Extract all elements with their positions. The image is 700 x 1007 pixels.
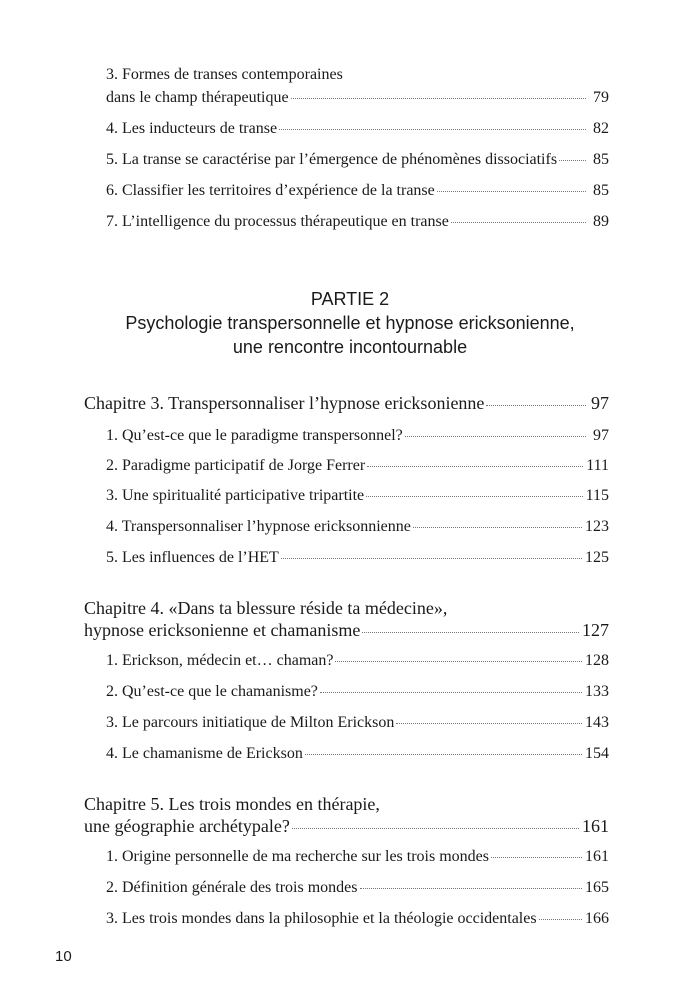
toc-page-number: 128	[585, 652, 609, 669]
toc-entry	[106, 427, 609, 445]
leader-dots	[360, 888, 583, 889]
leader-dots	[451, 222, 586, 223]
toc-page-number: 161	[585, 848, 609, 865]
toc-page-number: 97	[591, 393, 609, 413]
chapter-entry	[84, 393, 609, 414]
toc-entry-title: 4. Transpersonnaliser l’hypnose ericksonnienne	[106, 518, 411, 535]
toc-entry-title: 6. Classifier les territoires d’expérience de la transe	[106, 182, 435, 199]
leader-dots	[335, 661, 582, 662]
toc-entry	[106, 549, 609, 567]
chapter-title-line1: Chapitre 4. «Dans ta blessure réside ta médecine»,	[84, 598, 448, 618]
toc-page-number: 85	[593, 182, 609, 199]
chapter-title: une géographie archétypale?	[84, 816, 290, 836]
toc-entry	[106, 487, 609, 505]
part-subtitle-line1: Psychologie transpersonnelle et hypnose ericksonienne,	[125, 313, 575, 333]
toc-entry	[106, 457, 609, 475]
toc-page-number: 89	[593, 213, 609, 230]
leader-dots	[486, 405, 586, 406]
leader-dots	[396, 723, 582, 724]
chapter-title-line1: Chapitre 5. Les trois mondes en thérapie,	[84, 794, 380, 814]
leader-dots	[437, 191, 586, 192]
toc-entry	[106, 89, 609, 107]
toc-entry-title: 3. Les trois mondes dans la philosophie et la théologie occidentales	[106, 910, 537, 927]
toc-entry	[106, 683, 609, 701]
toc-entry-title: 2. Définition générale des trois mondes	[106, 879, 358, 896]
leader-dots	[413, 527, 582, 528]
chapter-entry	[84, 816, 609, 837]
leader-dots	[305, 754, 582, 755]
toc-entry-title: 5. La transe se caractérise par l’émergence de phénomènes dissociatifs	[106, 151, 558, 168]
leader-dots	[292, 828, 579, 829]
toc-entry-title: 1. Origine personnelle de ma recherche sur les trois mondes	[106, 848, 489, 865]
toc-page-number: 166	[585, 910, 609, 927]
toc-page-number: 125	[585, 549, 609, 566]
toc-page-number: 154	[585, 745, 609, 762]
chapter-title: hypnose ericksonienne et chamanisme	[84, 620, 361, 640]
toc-page-number: 115	[585, 487, 609, 504]
part-subtitle-line2: une rencontre incontournable	[232, 337, 468, 357]
leader-dots	[362, 632, 579, 633]
toc-entry	[106, 213, 609, 231]
toc-entry	[106, 652, 609, 670]
toc-entry	[106, 182, 609, 200]
toc-entry-title: 5. Les influences de l’HET	[106, 549, 279, 566]
toc-entry-title: 2. Paradigme participatif de Jorge Ferrer	[106, 457, 366, 474]
toc-entry-title: 1. Qu’est-ce que le paradigme transpersonnel?	[106, 427, 403, 444]
toc-entry	[106, 714, 609, 732]
chapter-entry	[84, 620, 609, 641]
leader-dots	[367, 466, 583, 467]
toc-page-number: 161	[582, 816, 609, 836]
toc-page-number: 97	[593, 427, 609, 444]
toc-entry-title: 4. Les inducteurs de transe	[106, 120, 278, 137]
toc-entry	[106, 151, 609, 169]
toc-entry-title: 1. Erickson, médecin et… chaman?	[106, 652, 334, 669]
toc-page-number: 165	[585, 879, 609, 896]
toc-page-number: 79	[593, 89, 609, 106]
toc-entry	[106, 879, 609, 897]
toc-entry-title: 3. Le parcours initiatique de Milton Erickson	[106, 714, 395, 731]
toc-entry-title: dans le champ thérapeutique	[106, 89, 289, 106]
toc-entry-title: 3. Une spiritualité participative tripartite	[106, 487, 365, 504]
chapter-title: Chapitre 3. Transpersonnaliser l’hypnose ericksonienne	[84, 393, 485, 413]
toc-entry	[106, 848, 609, 866]
toc-entry-title: 2. Qu’est-ce que le chamanisme?	[106, 683, 318, 700]
toc-page-number: 123	[585, 518, 609, 535]
leader-dots	[291, 98, 586, 99]
leader-dots	[539, 919, 582, 920]
leader-dots	[366, 496, 582, 497]
part-label: PARTIE 2	[310, 289, 390, 309]
toc-page-number: 111	[586, 457, 609, 474]
toc-entry-title: 7. L’intelligence du processus thérapeutique en transe	[106, 213, 449, 230]
page-number: 10	[55, 948, 72, 965]
toc-page-number: 143	[585, 714, 609, 731]
toc-entry-title: 4. Le chamanisme de Erickson	[106, 745, 303, 762]
toc-entry-line1: 3. Formes de transes contemporaines	[106, 66, 343, 83]
toc-entry	[106, 910, 609, 928]
leader-dots	[281, 558, 582, 559]
toc-entry	[106, 745, 609, 763]
leader-dots	[405, 436, 586, 437]
leader-dots	[279, 129, 586, 130]
toc-page-number: 127	[582, 620, 609, 640]
toc-page-number: 85	[593, 151, 609, 168]
leader-dots	[491, 857, 582, 858]
toc-entry	[106, 518, 609, 536]
leader-dots	[320, 692, 582, 693]
toc-page-number: 82	[593, 120, 609, 137]
toc-page-number: 133	[585, 683, 609, 700]
toc-entry	[106, 120, 609, 138]
leader-dots	[559, 160, 586, 161]
